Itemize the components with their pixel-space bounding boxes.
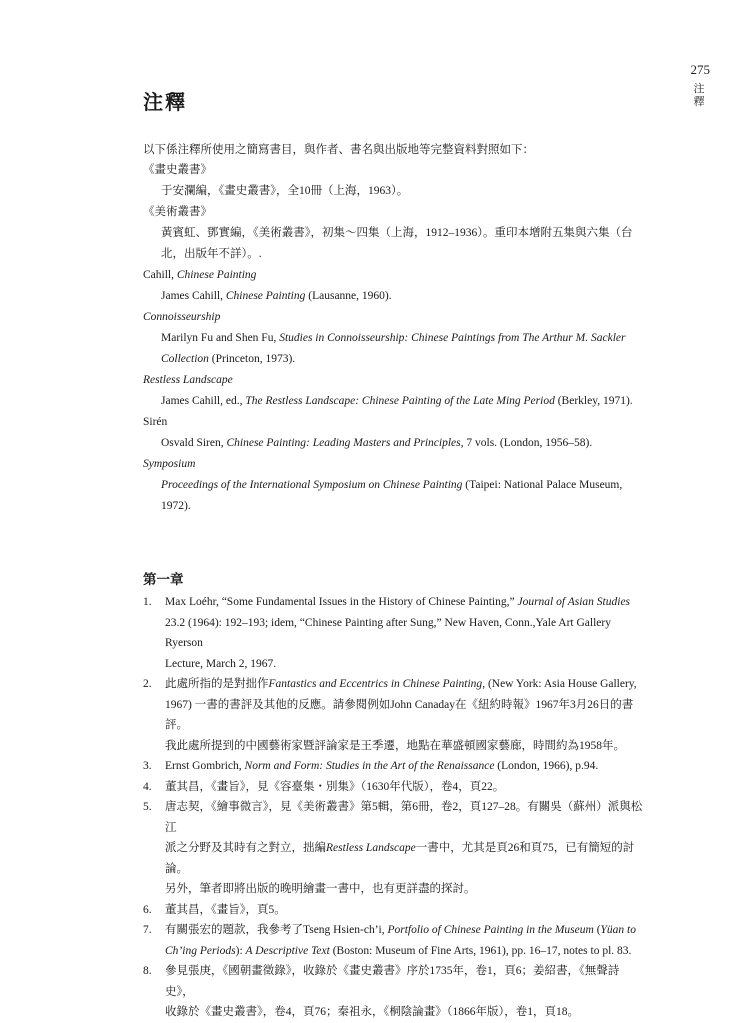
abbreviation-entry <box>143 265 643 307</box>
text-run: 23.2 (1964): 192–193; idem, “Chinese Painting after Sung,” New Haven, Conn.,Yale Art Gallery Ryerson <box>165 616 611 649</box>
italic-text: Chinese Painting <box>225 290 306 302</box>
text-line <box>165 613 643 654</box>
text-run: James Cahill, ed., <box>161 395 246 407</box>
text-run: 收錄於《畫史叢書》，卷4，頁76；秦祖永，《桐陰論畫》（1866年版），卷1，頁18。 <box>165 1006 579 1018</box>
text-run: 董其昌，《畫旨》，見《容臺集・別集》（1630年代版），卷4，頁22。 <box>165 780 505 793</box>
italic-text: A Descriptive Text <box>245 944 330 957</box>
text-line <box>165 756 643 777</box>
text-run: (Berkley, 1971). <box>554 395 633 407</box>
italic-text: Studies in Connoisseurship: Chinese Paintings from The Arthur M. Sackler <box>279 332 626 344</box>
text-run: 黃賓虹、鄧實編，《美術叢書》，初集～四集（上海，1912–1936）。重印本增附五集與六集（台 <box>161 227 633 239</box>
text-run: , 7 vols. (London, 1956–58). <box>460 437 593 449</box>
italic-text: Fantastics and Eccentrics in Chinese Painting <box>268 678 483 690</box>
text-line <box>165 941 643 962</box>
italic-text: The Restless Landscape: Chinese Painting of the Late Ming Period <box>245 395 555 407</box>
text-run: 我此處所提到的中國藝術家暨評論家是王季遷，地點在華盛頓國家藝廊，時間約為1958年。 <box>165 739 625 752</box>
text-line <box>165 777 643 798</box>
italic-text: Proceedings of the International Symposium on Chinese Painting <box>161 479 463 491</box>
abbreviation-key <box>143 160 643 181</box>
abbreviation-key <box>143 307 643 328</box>
footnote-number: 4. <box>143 780 152 793</box>
notes-list <box>143 592 643 1023</box>
text-run: 派之分野及其時有之對立，拙編 <box>165 842 326 854</box>
text-run: 另外，筆者即將出版的晚明繪畫一書中，也有更詳盡的探討。 <box>165 883 476 895</box>
text-line <box>165 654 643 675</box>
text-line <box>161 475 643 517</box>
text-run: ): <box>235 944 246 957</box>
footnote <box>143 777 643 798</box>
abbreviation-key-italic: Symposium <box>143 458 196 470</box>
text-run: ( <box>593 924 601 936</box>
abbreviation-full-reference <box>143 328 643 370</box>
footnote-number: 7. <box>143 924 152 936</box>
abbreviation-entry <box>143 370 643 412</box>
text-line <box>165 879 643 900</box>
footnote <box>143 797 643 900</box>
italic-text: Journal of Asian Studies <box>517 596 631 608</box>
footnote <box>143 756 643 777</box>
abbreviations-list <box>143 160 643 517</box>
text-line <box>161 244 643 265</box>
footnote-number: 3. <box>143 760 152 772</box>
abbreviation-key-text: Sirén <box>143 416 168 428</box>
italic-text: Ch’ing Periods <box>165 944 236 957</box>
abbreviation-entry <box>143 307 643 370</box>
page-number: 275 <box>690 62 710 77</box>
text-line <box>165 736 643 757</box>
abbreviation-full-reference <box>143 475 643 517</box>
text-line <box>165 674 643 695</box>
abbreviation-full-reference <box>143 286 643 307</box>
italic-text: Norm and Form: Studies in the Art of the Renaissance <box>244 760 495 772</box>
abbreviation-key <box>143 265 643 286</box>
abbreviation-key <box>143 454 643 475</box>
footnote <box>143 920 643 961</box>
italic-text: Restless Landscape <box>326 842 416 854</box>
text-line <box>165 592 643 613</box>
text-run: 董其昌，《畫旨》，頁5。 <box>165 903 286 916</box>
text-run: Max Loéhr, “Some Fundamental Issues in the History of Chinese Painting,” <box>165 596 518 608</box>
italic-text: Collection <box>161 353 209 365</box>
abbreviation-key-text: Cahill, <box>143 269 177 281</box>
text-run: Ernst Gombrich, <box>165 760 245 772</box>
text-run: (London, 1966), p.94. <box>494 760 599 772</box>
text-line <box>161 223 643 244</box>
text-run: 一書中，尤其是頁26和頁75，已有簡短的討論。 <box>165 842 635 875</box>
abbreviation-key-text: 《美術叢書》 <box>143 206 212 218</box>
text-run: (Lausanne, 1960). <box>305 290 392 302</box>
footnote-number: 1. <box>143 596 152 608</box>
text-run: 此處所指的是對拙作 <box>165 678 269 690</box>
text-line <box>165 695 643 736</box>
text-line <box>165 797 643 838</box>
footnote-number: 8. <box>143 965 152 977</box>
text-line <box>161 181 643 202</box>
footnote <box>143 592 643 674</box>
text-line <box>165 838 643 879</box>
abbreviation-key <box>143 370 643 391</box>
text-line <box>165 1002 643 1023</box>
abbreviation-entry <box>143 412 643 454</box>
footnote-number: 6. <box>143 903 152 916</box>
text-line <box>165 920 643 941</box>
abbreviation-entry <box>143 454 643 517</box>
abbreviation-full-reference <box>143 391 643 412</box>
text-run: 于安瀾編，《畫史叢書》，全10冊（上海，1963）。 <box>161 185 409 197</box>
abbreviation-full-reference <box>143 433 643 454</box>
text-run: Osvald Siren, <box>161 437 227 449</box>
italic-text: Portfolio of Chinese Painting in the Museum <box>387 924 594 936</box>
abbreviations-intro: 以下係注釋所使用之簡寫書目，與作者、書名與出版地等完整資料對照如下： <box>143 144 534 156</box>
abbreviation-key-italic: Restless Landscape <box>143 374 233 386</box>
footnote <box>143 674 643 756</box>
text-line <box>161 349 643 370</box>
text-line <box>161 328 643 349</box>
footnote-number: 2. <box>143 678 152 690</box>
abbreviation-key <box>143 412 643 433</box>
abbreviation-full-reference <box>143 223 643 265</box>
text-line <box>165 900 643 921</box>
text-run: (Boston: Museum of Fine Arts, 1961), pp. 16–17, notes to pl. 83. <box>329 944 632 957</box>
text-run: 參見張庚，《國朝畫徵錄》，收錄於《畫史叢書》序於1735年，卷1，頁6；姜紹書，《無聲詩史》， <box>165 965 620 998</box>
text-line <box>161 286 643 307</box>
text-run: 北，出版年不詳）。. <box>161 248 262 260</box>
abbreviation-full-reference <box>143 181 643 202</box>
text-run: James Cahill, <box>161 290 226 302</box>
text-run: (Princeton, 1973). <box>208 353 296 365</box>
abbreviation-entry <box>143 160 643 202</box>
page-title: 注釋 <box>143 90 187 114</box>
text-run: 有關張宏的題款，我參考了Tseng Hsien-ch’i, <box>165 924 388 936</box>
side-tab: 注釋 <box>693 82 705 108</box>
text-line <box>161 391 643 412</box>
footnote <box>143 961 643 1023</box>
abbreviation-entry <box>143 202 643 265</box>
abbreviation-key-italic: Connoisseurship <box>143 311 221 323</box>
italic-text: Chinese Painting: Leading Masters and Principles <box>226 437 461 449</box>
text-line <box>165 961 643 1002</box>
italic-text: Yüan to <box>600 924 636 936</box>
text-run: Marilyn Fu and Shen Fu, <box>161 332 280 344</box>
text-run: Lecture, March 2, 1967. <box>165 657 277 670</box>
abbreviation-key-italic: Chinese Painting <box>176 269 257 281</box>
text-run: (Taipei: National Palace Museum, 1972). <box>161 479 623 512</box>
abbreviations-section <box>143 141 643 517</box>
text-line <box>161 433 643 454</box>
text-run: 1967) 一書的書評及其他的反應。請參閱例如John Canaday在《紐約時報》1967年3月26日的書評。 <box>165 698 634 731</box>
abbreviation-key <box>143 202 643 223</box>
footnote <box>143 900 643 921</box>
text-run: 唐志契，《繪事微言》，見《美術叢書》第5輯，第6冊，卷2，頁127–28。有關吳（蘇州）派與松江 <box>165 801 643 834</box>
footnote-number: 5. <box>143 801 152 813</box>
text-run: , (New York: Asia House Gallery, <box>482 678 637 690</box>
chapter-title: 第一章 <box>143 572 184 588</box>
abbreviation-key-text: 《畫史叢書》 <box>143 164 212 176</box>
